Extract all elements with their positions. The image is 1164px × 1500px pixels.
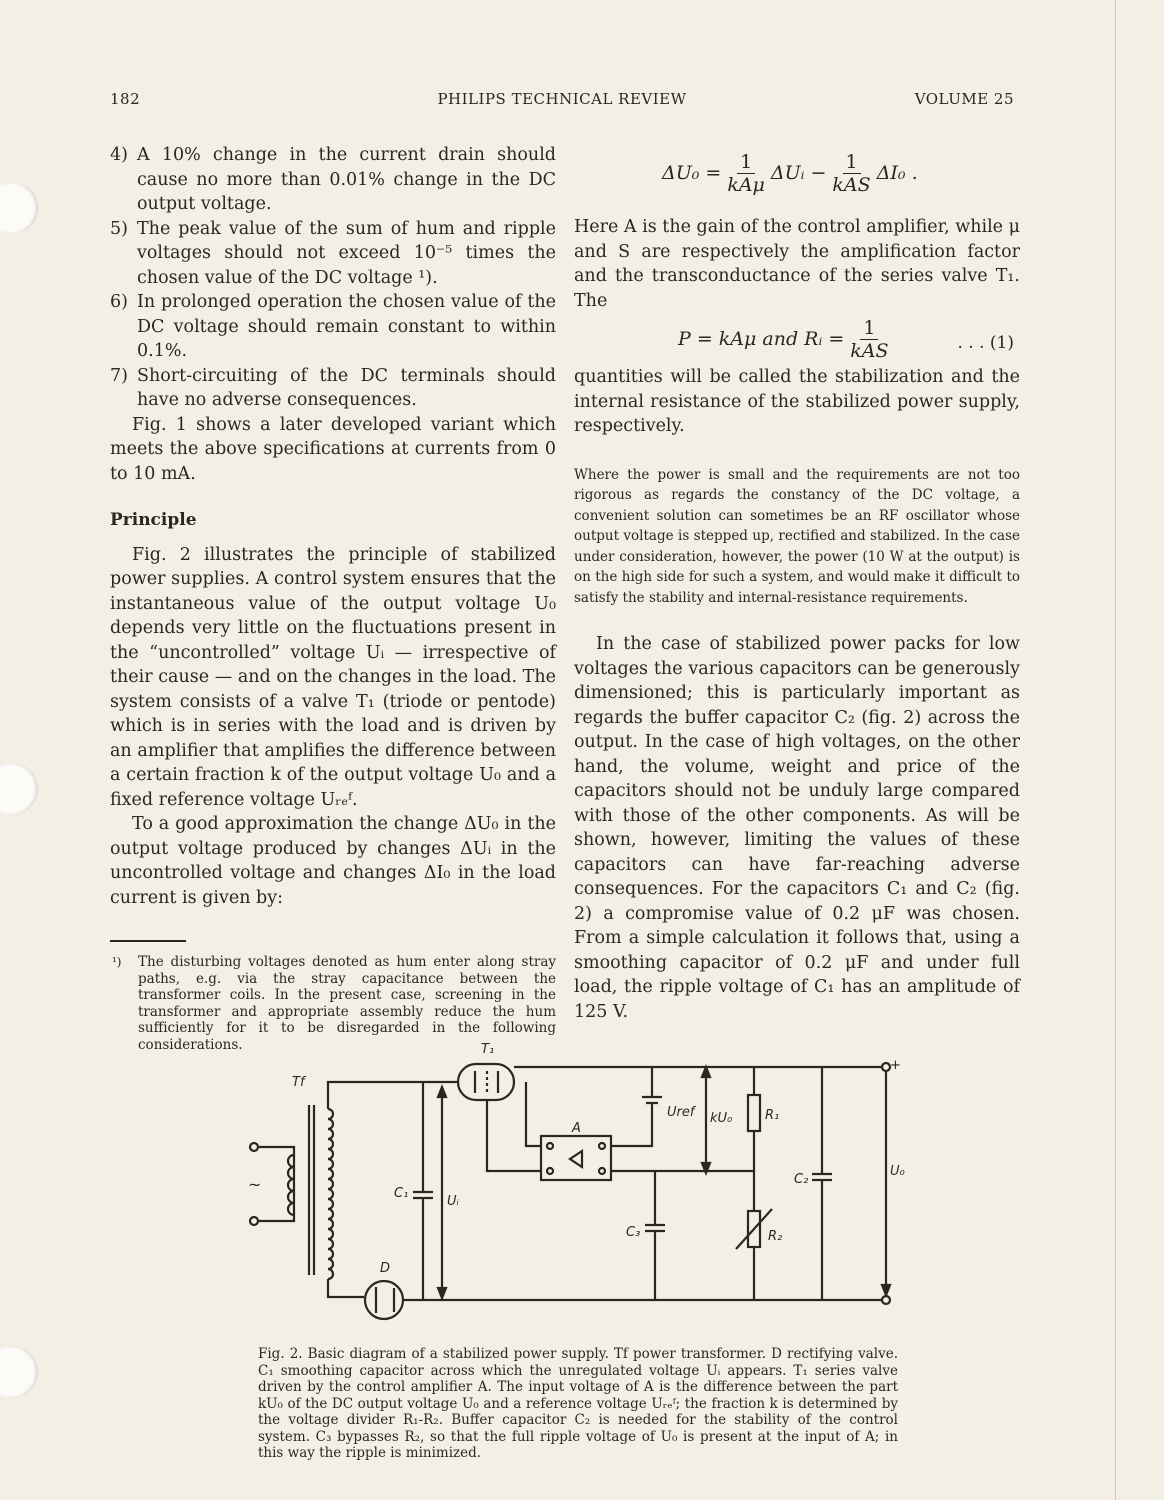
list-text: Short-circuiting of the DC terminals should have no adverse consequences. — [137, 365, 556, 410]
approximation-paragraph: To a good approximation the change ΔU₀ in the output voltage produced by changes ΔUᵢ in the uncontrolled voltage and changes ΔI₀ in the load current is given by: — [110, 814, 556, 908]
binding-edge — [1115, 0, 1116, 1500]
label-tf: Tf — [292, 1075, 305, 1090]
running-header — [110, 90, 1014, 112]
eq-mid: ΔUᵢ − — [770, 161, 827, 184]
small-print-paragraph: Where the power is small and the requirements are not too rigorous as regards the constancy of the DC voltage, a convenient solution can sometimes be an RF oscillator whose output voltage is stepped up, rectified and stabilized. In the case under consideration, however, the power (10 W at the output) is on the high side for such a system, and would make it difficult to satisfy the stability and internal-resistance requirements. — [574, 466, 1020, 606]
label-r2: R₂ — [768, 1229, 783, 1244]
quantities-paragraph: quantities will be called the stabilization and the internal resistance of the stabilized power supply, respectively. — [574, 367, 1020, 436]
journal-title: PHILIPS TECHNICAL REVIEW — [437, 90, 687, 108]
numerator: 1 — [860, 317, 878, 340]
eq-tail: ΔI₀ . — [876, 161, 918, 184]
list-number: 7) — [110, 365, 128, 386]
volume-label: VOLUME 25 — [914, 90, 1014, 108]
footnote-marker: ¹) — [112, 955, 122, 969]
label-kuo: kU₀ — [710, 1111, 733, 1126]
label-c2: C₂ — [794, 1172, 809, 1187]
label-uo: U₀ — [890, 1164, 905, 1179]
eq-fraction — [850, 317, 888, 362]
equation-number: . . . (1) — [957, 333, 1014, 353]
label-plus: + — [890, 1058, 901, 1073]
denominator: kAμ — [727, 173, 765, 196]
label-c3: C₃ — [626, 1225, 641, 1240]
right-column — [574, 143, 1020, 1024]
equation-delta-uo — [574, 143, 1020, 203]
list-number: 5) — [110, 218, 128, 239]
principle-paragraph: Fig. 2 illustrates the principle of stabilized power supplies. A control system ensures that the instantaneous value of the output voltage U₀ depends very little on the fluctuations present in the “uncontrolled” voltage Uᵢ — irrespective of their cause — and on the changes in the load. The system consists of a valve T₁ (triode or pentode) which is in series with the load and is driven by an amplifier that amplifies the difference between a certain fraction k of the output voltage U₀ and a fixed reference voltage Uᵣₑᶠ. — [110, 544, 556, 810]
list-text: A 10% change in the current drain should cause no more than 0.01% change in the DC output voltage. — [137, 145, 556, 214]
label-d: D — [380, 1261, 391, 1276]
fig1-paragraph: Fig. 1 shows a later developed variant which meets the above specifications at currents from 0 to 10 mA. — [110, 414, 556, 484]
circuit-diagram — [236, 1035, 936, 1325]
list-number: 4) — [110, 145, 128, 165]
left-column — [110, 143, 556, 1053]
denominator: kAS — [832, 173, 871, 196]
list-item — [110, 364, 556, 413]
figure-caption: Fig. 2. Basic diagram of a stabilized power supply. Tf power transformer. D rectifying valve. C₁ smoothing capacitor across which the unregulated voltage Uᵢ appears. T₁ series valve driven by the control amplifier A. The input voltage of A is the difference between the part kU₀ of the DC output voltage U₀ and a reference voltage Uᵣₑᶠ; the fraction k is determined by the voltage divider R₁-R₂. Buffer capacitor C₂ is needed for the stability of the control system. C₃ bypasses R₂, so that the full ripple voltage of U₀ is present at the input of A; in this way the ripple is minimized. — [258, 1346, 898, 1461]
footnote-rule — [110, 940, 186, 942]
list-text: The peak value of the sum of hum and ripple voltages should not exceed 10⁻⁵ times the chosen value of the DC voltage ¹). — [137, 218, 556, 288]
numerator: 1 — [737, 151, 755, 174]
low-voltage-paragraph: In the case of stabilized power packs for low voltages the various capacitors can be generously dimensioned; this is particularly important as regards the buffer capacitor C₂ (fig. 2) across the output. In the case of high voltages, on the other hand, the volume, weight and price of the capacitors should not be unduly large compared with those of the other components. As will be shown, however, limiting the values of these capacitors can have far-reaching adverse consequences. For the capacitors C₁ and C₂ (fig. 2) a compromise value of 0.2 μF was chosen. From a simple calculation it follows that, using a smoothing capacitor of 0.2 μF and under full load, the ripple voltage of C₁ has an amplitude of 125 V. — [574, 634, 1020, 1022]
section-heading: Principle — [110, 510, 197, 530]
denominator: kAS — [850, 339, 889, 362]
list-item — [110, 143, 556, 217]
list-text: In prolonged operation the chosen value of the DC voltage should remain constant to within 0.1%. — [137, 292, 556, 361]
equation-1 — [574, 313, 1020, 365]
label-t1: T₁ — [481, 1042, 495, 1057]
eq-fraction — [727, 151, 765, 196]
label-ui: Uᵢ — [447, 1194, 459, 1209]
label-ac: ~ — [248, 1175, 262, 1194]
punch-hole — [0, 182, 38, 234]
label-a: A — [572, 1121, 581, 1136]
numerator: 1 — [843, 151, 861, 174]
list-number: 6) — [110, 292, 128, 312]
list-item — [110, 290, 556, 364]
punch-hole — [0, 1346, 38, 1398]
label-r1: R₁ — [765, 1108, 780, 1123]
eq-fraction — [832, 151, 870, 196]
requirements-list — [110, 143, 556, 413]
footnote-text: The disturbing voltages denoted as hum enter along stray paths, e.g. via the stray capacitance between the transformer coils. In the present case, screening in the transformer and appropriate assembly reduce the hum sufficiently for it to be disregarded in the following considerations. — [138, 954, 556, 1053]
page-number: 182 — [110, 90, 141, 108]
eq-lhs: P = kAμ and Rᵢ = — [678, 327, 845, 350]
list-item — [110, 217, 556, 291]
label-uref: Uref — [667, 1105, 695, 1120]
label-c1: C₁ — [394, 1186, 409, 1201]
punch-hole — [0, 763, 38, 815]
gain-paragraph: Here A is the gain of the control amplifier, while μ and S are respectively the amplification factor and the transconductance of the series valve T₁. The — [574, 217, 1020, 311]
eq-lhs: ΔU₀ = — [662, 161, 722, 184]
